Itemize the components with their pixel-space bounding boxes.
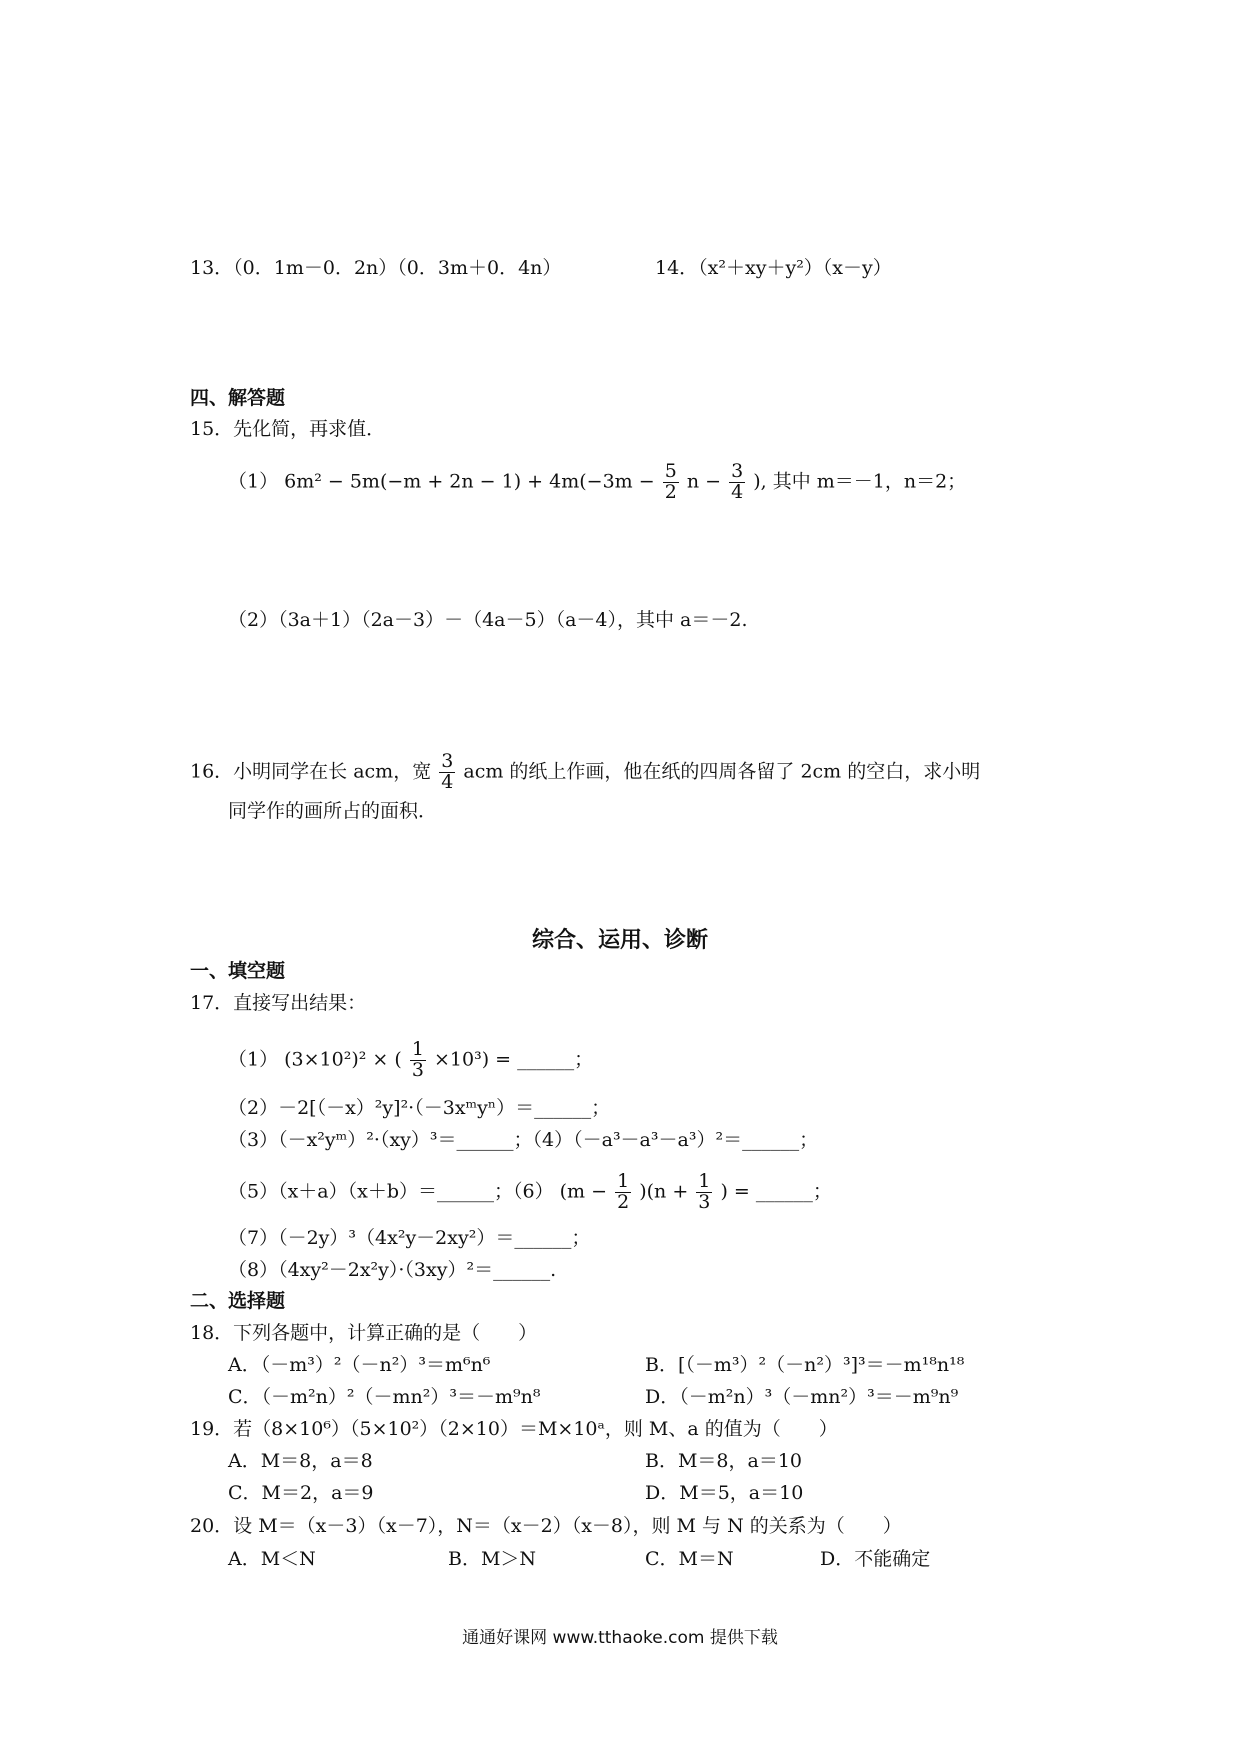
expr-part: ) = ______； xyxy=(720,1180,832,1203)
problem-20-option-b: B．M＞N xyxy=(448,1548,537,1570)
problem-19-option-a: A．M＝8，a＝8 xyxy=(228,1450,373,1472)
numerator: 3 xyxy=(731,460,744,482)
fraction xyxy=(410,1040,426,1081)
problem-15-part-2: （2）（3a＋1）（2a－3）－（4a－5）（a－4），其中 a＝－2. xyxy=(228,609,748,631)
fraction xyxy=(729,462,745,503)
problem-19-stem: 19．若（8×10⁶）（5×10²）（2×10）＝M×10ᵃ，则 M、a 的值为（ ） xyxy=(190,1418,838,1440)
problem-17-stem: 17．直接写出结果： xyxy=(190,992,367,1014)
problem-19-option-d: D．M＝5，a＝10 xyxy=(645,1482,804,1504)
expr-part: )(n + xyxy=(639,1180,689,1203)
numerator: 1 xyxy=(617,1170,630,1192)
numerator: 1 xyxy=(698,1170,711,1192)
denominator: 4 xyxy=(731,480,744,503)
problem-17-part-3-4: （3）（－x²yᵐ）²·（xy）³＝______；（4）（－a³－a³－a³）²＝______； xyxy=(228,1129,819,1151)
numerator: 1 xyxy=(411,1038,424,1060)
problem-20-stem: 20．设 M＝（x－3）（x－7），N＝（x－2）（x－8），则 M 与 N 的关系为（ ） xyxy=(190,1515,902,1537)
problem-14: 14．（x²＋xy＋y²）（x－y） xyxy=(655,257,892,279)
denominator: 2 xyxy=(617,1190,630,1213)
denominator: 2 xyxy=(664,480,677,503)
problem-17-part-5-6 xyxy=(228,1172,832,1213)
numerator: 5 xyxy=(664,460,677,482)
problem-18-option-a: A．（－m³）²（－n²）³＝m⁶n⁶ xyxy=(228,1354,491,1376)
text-part: 16．小明同学在长 acm，宽 xyxy=(190,760,432,783)
problem-17-part-2: （2）－2[（－x）²y]²·（－3xᵐyⁿ）＝______； xyxy=(228,1097,611,1119)
denominator: 4 xyxy=(441,770,454,793)
text-part: acm 的纸上作画，他在纸的四周各留了 2cm 的空白，求小明 xyxy=(463,760,981,783)
problem-17-part-8: （8）（4xy²－2x²y）·（3xy）²＝______. xyxy=(228,1259,557,1281)
problem-15-stem: 15．先化简，再求值． xyxy=(190,418,386,440)
fraction xyxy=(615,1172,631,1213)
section-heading-2: 二、选择题 xyxy=(190,1290,286,1312)
problem-20-option-c: C．M＝N xyxy=(645,1548,734,1570)
numerator: 3 xyxy=(441,750,454,772)
section-heading-1: 一、填空题 xyxy=(190,960,286,982)
expr-part: （1） 6m² − 5m(−m + 2n − 1) + 4m(−3m − xyxy=(228,470,655,493)
fraction xyxy=(439,752,455,793)
denominator: 3 xyxy=(411,1058,424,1081)
expr-part: ), 其中 m＝－1，n＝2； xyxy=(753,470,967,493)
expr-part: n − xyxy=(686,470,722,493)
problem-19-option-c: C．M＝2，a＝9 xyxy=(228,1482,374,1504)
problem-20-option-d: D．不能确定 xyxy=(820,1548,931,1570)
fraction xyxy=(663,462,679,503)
problem-17-part-1 xyxy=(228,1040,593,1081)
problem-20-option-a: A．M＜N xyxy=(228,1548,316,1570)
problem-16-line-2: 同学作的画所占的面积． xyxy=(228,800,438,822)
part-title: 综合、运用、诊断 xyxy=(531,928,708,953)
problem-15-part-1 xyxy=(228,462,966,503)
expr-part: （1） (3×10²)² × ( xyxy=(228,1048,402,1071)
denominator: 3 xyxy=(698,1190,711,1213)
expr-part: ×10³) = ______； xyxy=(433,1048,594,1071)
problem-18-option-d: D．（－m²n）³（－mn²）³＝－m⁹n⁹ xyxy=(645,1386,959,1408)
problem-18-stem: 18．下列各题中，计算正确的是（ ） xyxy=(190,1322,538,1344)
page-footer: 通通好课网 www.tthaoke.com 提供下载 xyxy=(462,1628,778,1648)
expr-part: （5）（x＋a）（x＋b）＝______；（6） (m − xyxy=(228,1180,608,1203)
problem-18-option-c: C．（－m²n）²（－mn²）³＝－m⁹n⁸ xyxy=(228,1386,541,1408)
problem-19-option-b: B．M＝8，a＝10 xyxy=(645,1450,803,1472)
problem-18-option-b: B．[（－m³）²（－n²）³]³＝－m¹⁸n¹⁸ xyxy=(645,1354,965,1376)
problem-16-line-1 xyxy=(190,752,980,793)
section-heading-4: 四、解答题 xyxy=(190,387,286,409)
problem-17-part-7: （7）（－2y）³（4x²y－2xy²）＝______； xyxy=(228,1227,591,1249)
problem-13: 13．（0．1m－0．2n）（0．3m＋0．4n） xyxy=(190,257,562,279)
fraction xyxy=(696,1172,712,1213)
